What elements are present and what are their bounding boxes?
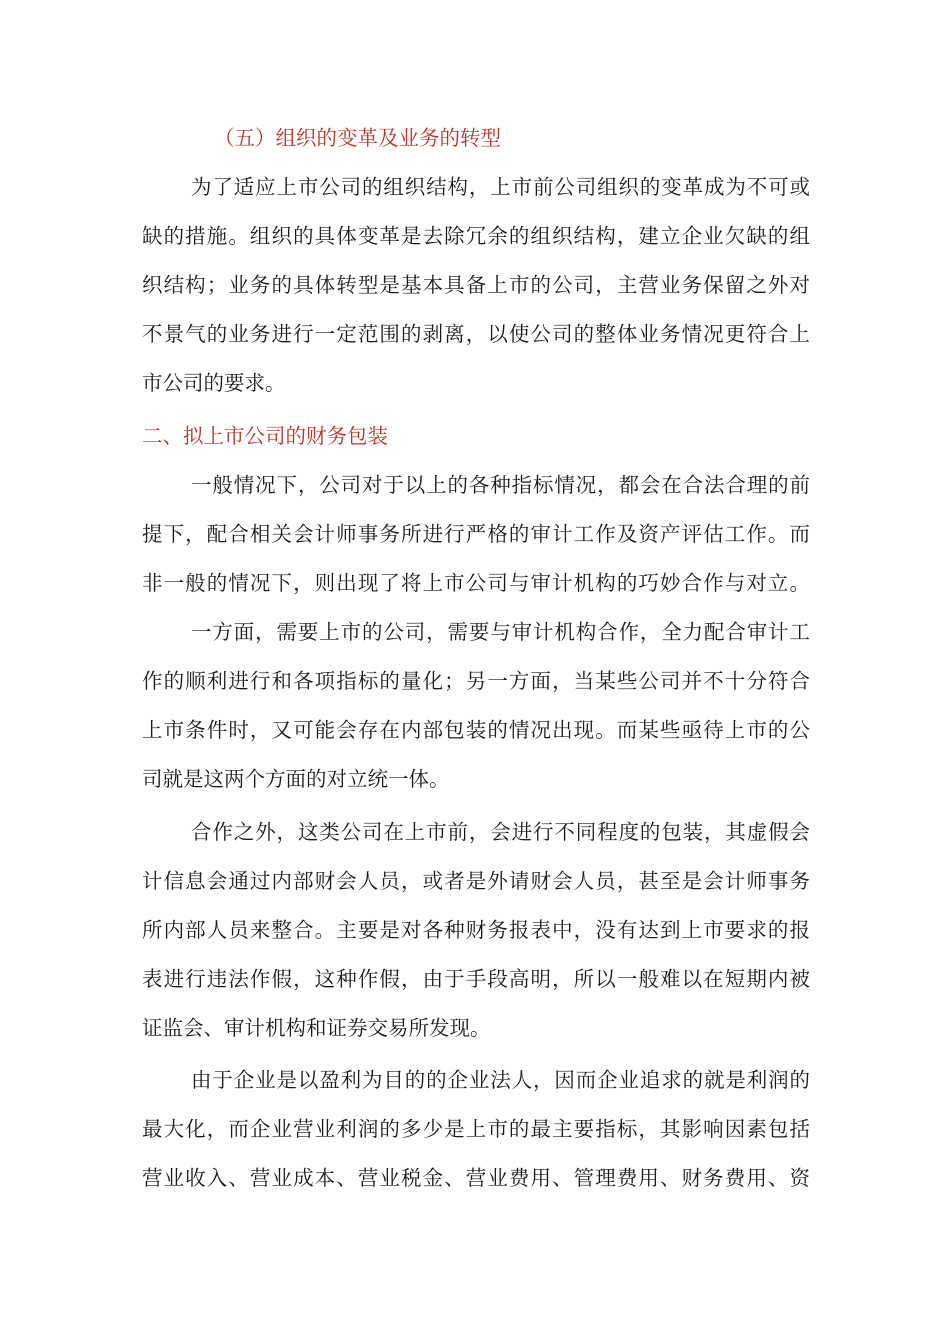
chapter-heading: 二、拟上市公司的财务包装: [142, 424, 388, 448]
paragraph-line: 市公司的要求。: [142, 371, 286, 395]
paragraph-line: 提下，配合相关会计师事务所进行严格的审计工作及资产评估工作。而: [142, 522, 810, 546]
paragraph-line: 作的顺利进行和各项指标的量化；另一方面，当某些公司并不十分符合: [142, 669, 810, 693]
paragraph-line: 营业收入、营业成本、营业税金、营业费用、管理费用、财务费用、资: [142, 1166, 810, 1190]
paragraph-line: 不景气的业务进行一定范围的剥离，以使公司的整体业务情况更符合上: [142, 322, 810, 346]
paragraph-line: 合作之外，这类公司在上市前，会进行不同程度的包装，其虚假会: [191, 820, 810, 844]
paragraph-line: 一般情况下，公司对于以上的各种指标情况，都会在合法合理的前: [191, 473, 810, 497]
paragraph-line: 非一般的情况下，则出现了将上市公司与审计机构的巧妙合作与对立。: [142, 571, 810, 595]
paragraph-line: 证监会、审计机构和证券交易所发现。: [142, 1016, 491, 1040]
paragraph-line: 织结构；业务的具体转型是基本具备上市的公司，主营业务保留之外对: [142, 273, 810, 297]
paragraph-line: 表进行违法作假，这种作假，由于手段高明，所以一般难以在短期内被: [142, 967, 810, 991]
paragraph-line: 计信息会通过内部财会人员，或者是外请财会人员，甚至是会计师事务: [142, 869, 810, 893]
paragraph-line: 缺的措施。组织的具体变革是去除冗余的组织结构，建立企业欠缺的组: [142, 224, 810, 248]
paragraph-line: 最大化，而企业营业利润的多少是上市的最主要指标，其影响因素包括: [142, 1117, 810, 1141]
paragraph-line: 为了适应上市公司的组织结构，上市前公司组织的变革成为不可或: [191, 175, 810, 199]
paragraph-line: 上市条件时，又可能会存在内部包装的情况出现。而某些亟待上市的公: [142, 718, 810, 742]
paragraph-line: 一方面，需要上市的公司，需要与审计机构合作，全力配合审计工: [191, 620, 810, 644]
paragraph-line: 所内部人员来整合。主要是对各种财务报表中，没有达到上市要求的报: [142, 918, 810, 942]
paragraph-line: 司就是这两个方面的对立统一体。: [142, 767, 450, 791]
section-heading: （五）组织的变革及业务的转型: [214, 126, 501, 150]
paragraph-line: 由于企业是以盈利为目的的企业法人，因而企业追求的就是利润的: [191, 1068, 810, 1092]
